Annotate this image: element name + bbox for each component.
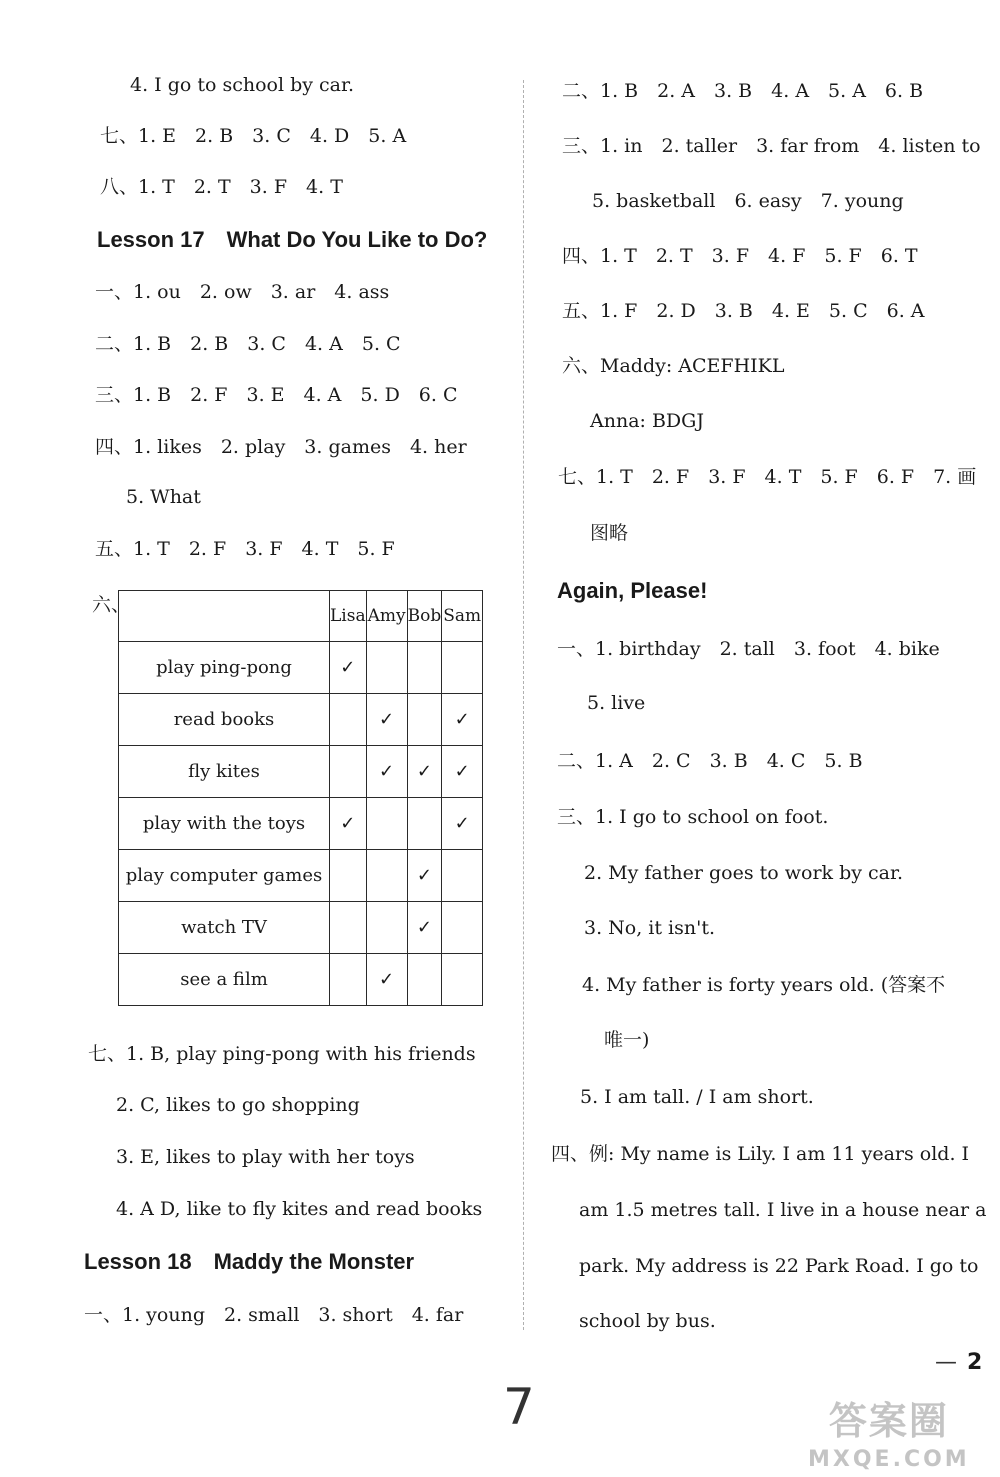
answer-line: 七、1. T 2. F 3. F 4. T 5. F 6. F 7. 画: [558, 466, 977, 488]
watermark-logo: [808, 1390, 970, 1472]
answer-line: 3. No, it isn't.: [584, 917, 716, 939]
answer-line: 七、1. B, play ping-pong with his friends: [88, 1043, 476, 1065]
check-mark: ✓: [416, 917, 432, 938]
answer-line: 4. I go to school by car.: [130, 74, 355, 96]
answer-line: 三、1. in 2. taller 3. far from 4. listen to: [562, 135, 981, 157]
activity-cell: watch TV: [119, 902, 330, 954]
answer-line: 5. live: [587, 692, 646, 714]
activity-cell: play ping-pong: [119, 642, 330, 694]
answer-line: school by bus.: [579, 1310, 716, 1332]
table-row: [119, 954, 483, 1006]
activity-cell: read books: [119, 694, 330, 746]
mark-cell: [407, 902, 442, 954]
lesson-title: Maddy the Monster: [213, 1249, 415, 1274]
mark-cell: [330, 746, 367, 798]
mark-cell: [366, 850, 407, 902]
answer-line: 三、1. I go to school on foot.: [557, 806, 829, 828]
watermark-text: 答案圈: [828, 1399, 949, 1443]
table-row: [119, 798, 483, 850]
answer-line: 五、1. T 2. F 3. F 4. T 5. F: [95, 538, 395, 560]
mark-cell: [330, 954, 367, 1006]
answer-line: 四、1. T 2. T 3. F 4. F 5. F 6. T: [562, 245, 918, 267]
page-number-value: 2: [967, 1350, 983, 1375]
table-row: [119, 850, 483, 902]
mark-cell: [366, 902, 407, 954]
mark-cell: [366, 694, 407, 746]
check-mark: ✓: [340, 657, 356, 678]
mark-cell: [442, 694, 483, 746]
lesson-17-heading: [97, 229, 487, 251]
lesson-number: Lesson 18: [84, 1249, 192, 1274]
mark-cell: [442, 798, 483, 850]
answer-line: 2. C, likes to go shopping: [116, 1094, 360, 1116]
header-corner: [119, 591, 330, 642]
mark-cell: [442, 746, 483, 798]
answer-line: 二、1. B 2. A 3. B 4. A 5. A 6. B: [562, 80, 924, 102]
lesson-title: What Do You Like to Do?: [226, 227, 488, 252]
mark-cell: [330, 694, 367, 746]
mark-cell: [407, 954, 442, 1006]
check-mark: ✓: [379, 969, 395, 990]
answer-line: park. My address is 22 Park Road. I go to: [579, 1255, 979, 1277]
check-mark: ✓: [379, 761, 395, 782]
answer-line: 一、1. ou 2. ow 3. ar 4. ass: [95, 281, 390, 303]
check-mark: ✓: [379, 709, 395, 730]
mark-cell: [330, 902, 367, 954]
table-header-row: [119, 591, 483, 642]
answer-line: 四、例: My name is Lily. I am 11 years old. I: [551, 1143, 970, 1165]
header-sam: Sam: [442, 591, 483, 642]
answer-line: 3. E, likes to play with her toys: [116, 1146, 415, 1168]
lesson-18-heading: [84, 1251, 414, 1273]
check-mark: ✓: [416, 865, 432, 886]
answer-line: 5. What: [126, 486, 201, 508]
mark-cell: [407, 850, 442, 902]
lesson-number: Lesson 17: [97, 227, 205, 252]
check-mark: ✓: [454, 813, 470, 834]
mark-cell: [442, 902, 483, 954]
activity-cell: see a film: [119, 954, 330, 1006]
mark-cell: [407, 642, 442, 694]
mark-cell: [407, 694, 442, 746]
mark-cell: [442, 850, 483, 902]
mark-cell: [366, 954, 407, 1006]
header-bob: Bob: [407, 591, 442, 642]
mark-cell: [330, 642, 367, 694]
answer-line: 八、1. T 2. T 3. F 4. T: [100, 176, 343, 198]
answer-line: 四、1. likes 2. play 3. games 4. her: [95, 436, 467, 458]
answer-line: 2. My father goes to work by car.: [584, 862, 904, 884]
answer-line: 二、1. B 2. B 3. C 4. A 5. C: [95, 333, 401, 355]
answer-line: 4. My father is forty years old. (答案不: [582, 974, 946, 996]
table-row: [119, 694, 483, 746]
header-amy: Amy: [366, 591, 407, 642]
answer-line: 唯一): [604, 1029, 650, 1051]
mark-cell: [442, 954, 483, 1006]
answer-line: 六、Maddy: ACEFHIKL: [562, 355, 785, 377]
table-row: [119, 902, 483, 954]
again-please-heading: Again, Please!: [557, 578, 708, 603]
check-mark: ✓: [416, 761, 432, 782]
answer-line: 三、1. B 2. F 3. E 4. A 5. D 6. C: [95, 384, 458, 406]
table-row: [119, 746, 483, 798]
mark-cell: [442, 642, 483, 694]
mark-cell: [407, 746, 442, 798]
mark-cell: [366, 642, 407, 694]
page-number: [935, 1350, 982, 1375]
answer-line: 5. I am tall. / I am short.: [580, 1086, 814, 1108]
answer-line: 五、1. F 2. D 3. B 4. E 5. C 6. A: [562, 300, 925, 322]
table-row: [119, 642, 483, 694]
page-number-dash: —: [935, 1350, 957, 1375]
mark-cell: [330, 798, 367, 850]
answer-line: 一、1. young 2. small 3. short 4. far: [84, 1304, 464, 1326]
activity-cell: play computer games: [119, 850, 330, 902]
check-mark: ✓: [340, 813, 356, 834]
handwritten-mark: 7: [503, 1378, 535, 1436]
column-divider: [523, 80, 524, 1330]
activity-cell: fly kites: [119, 746, 330, 798]
mark-cell: [407, 798, 442, 850]
mark-cell: [330, 850, 367, 902]
answer-line: 一、1. birthday 2. tall 3. foot 4. bike: [557, 638, 940, 660]
header-lisa: Lisa: [330, 591, 367, 642]
answer-line: 图略: [590, 522, 629, 544]
mark-cell: [366, 746, 407, 798]
check-mark: ✓: [454, 761, 470, 782]
answer-line: 七、1. E 2. B 3. C 4. D 5. A: [100, 125, 407, 147]
watermark-url: MXQE.COM: [808, 1447, 970, 1472]
answer-line: 5. basketball 6. easy 7. young: [592, 190, 904, 212]
mark-cell: [366, 798, 407, 850]
check-mark: ✓: [454, 709, 470, 730]
answer-line: 4. A D, like to fly kites and read books: [116, 1198, 483, 1220]
answer-line: Anna: BDGJ: [590, 410, 704, 432]
answer-line: am 1.5 metres tall. I live in a house near a: [579, 1199, 987, 1221]
activity-table: [118, 590, 483, 1006]
answer-line: 二、1. A 2. C 3. B 4. C 5. B: [557, 750, 863, 772]
table-label: 六、: [92, 594, 131, 616]
activity-cell: play with the toys: [119, 798, 330, 850]
